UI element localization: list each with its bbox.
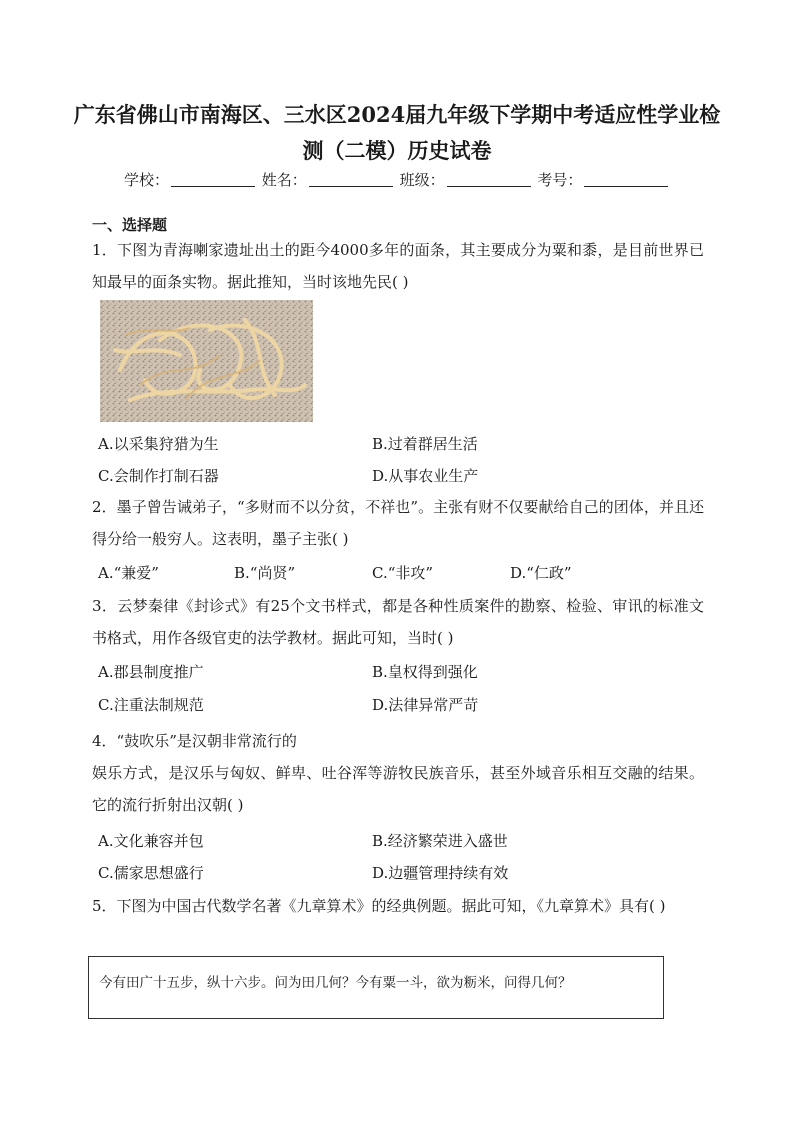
q3-option-b[interactable]: B.皇权得到强化 — [372, 663, 478, 681]
q2-option-c[interactable]: C.“非攻” — [372, 564, 434, 582]
name-blank[interactable] — [309, 170, 393, 187]
section-heading: 一、选择题 — [92, 216, 168, 234]
q2-option-b[interactable]: B.“尚贤” — [234, 564, 296, 582]
question-1-text: 1．下图为青海喇家遗址出土的距今4000多年的面条，其主要成分为粟和黍，是目前世界已知最早的面条实物。据此推知，当时该地先民( ) — [92, 241, 704, 291]
q4-option-a[interactable]: A.文化兼容并包 — [98, 832, 204, 850]
exam-title-line2: 测（二模）历史试卷 — [302, 138, 492, 163]
question-3-text: 3．云梦秦律《封诊式》有25个文书样式，都是各种性质案件的勘察、检验、审讯的标准文书格式，用作各级官吏的法学教材。据此可知，当时( ) — [92, 597, 704, 647]
name-label: 姓名： — [261, 171, 307, 189]
q1-option-b[interactable]: B.过着群居生活 — [372, 435, 478, 453]
school-blank[interactable] — [171, 170, 255, 187]
question-4-text: 娱乐方式，是汉乐与匈奴、鲜卑、吐谷浑等游牧民族音乐，甚至外域音乐相互交融的结果。它的流行折射出汉朝( ) — [92, 764, 704, 814]
math-problem-box — [88, 956, 664, 1019]
q1-option-c[interactable]: C.会制作打制石器 — [98, 467, 219, 485]
student-info-row — [124, 168, 684, 192]
noodle-photo-graphic — [100, 300, 313, 422]
q3-option-c[interactable]: C.注重法制规范 — [98, 696, 204, 714]
class-label: 班级： — [399, 171, 445, 189]
question-5-text: 5．下图为中国古代数学名著《九章算术》的经典例题。据此可知，《九章算术》具有( ) — [92, 897, 666, 915]
question-4-line1: 4．“鼓吹乐”是汉朝非常流行的 — [92, 732, 297, 750]
number-blank[interactable] — [584, 170, 668, 187]
class-blank[interactable] — [447, 170, 531, 187]
q4-option-d[interactable]: D.边疆管理持续有效 — [372, 864, 509, 882]
q1-option-d[interactable]: D.从事农业生产 — [372, 467, 479, 485]
school-label: 学校： — [124, 171, 170, 189]
noodle-photo — [100, 300, 313, 422]
q3-option-a[interactable]: A.郡县制度推广 — [98, 663, 204, 681]
q4-option-c[interactable]: C.儒家思想盛行 — [98, 864, 204, 882]
exam-title-line1: 广东省佛山市南海区、三水区2024届九年级下学期中考适应性学业检 — [73, 102, 721, 127]
math-problem-text: 今有田广十五步，纵十六步。问为田几何？今有粟一斗，欲为粝米，问得几何？ — [99, 975, 572, 991]
q2-option-d[interactable]: D.“仁政” — [510, 564, 572, 582]
question-2-text: 2．墨子曾告诫弟子，“多财而不以分贫，不祥也”。主张有财不仅要献给自己的团体，并且还得分给一般穷人。这表明，墨子主张( ) — [92, 498, 704, 548]
q4-option-b[interactable]: B.经济繁荣进入盛世 — [372, 832, 508, 850]
number-label: 考号： — [537, 171, 583, 189]
q3-option-d[interactable]: D.法律异常严苛 — [372, 696, 479, 714]
q2-option-a[interactable]: A.“兼爱” — [98, 564, 159, 582]
q1-option-a[interactable]: A.以采集狩猎为生 — [98, 435, 219, 453]
